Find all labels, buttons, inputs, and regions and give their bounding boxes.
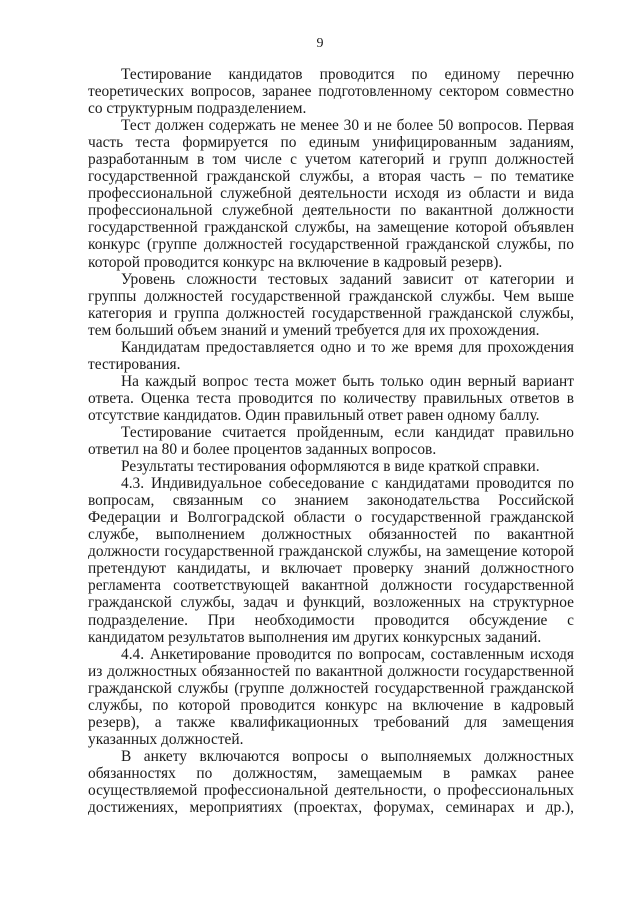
- paragraph-questionnaire-contents: В анкету включаются вопросы о выполняемых должностных обязанностях по должностям, замещаемым в рамках ранее осуществляемой профессиональной деятельности, о профессиональных достижениях, мероприятиях (проектах, форумах, семинарах и др.),: [88, 747, 574, 817]
- paragraph-interview: 4.3. Индивидуальное собеседование с кандидатами проводится по вопросам, связанным со знанием законодательства Российской Федерации и Волгоградской области о государственной гражданской службе, выполнением должностных обязанностей по вакантной должности государственной гражданской службы, на замещение которой претендуют кандидаты, и включает проверку знаний должностного регламента соответствующей вакантной должности государственной гражданской службы, задач и функций, возложенных на структурное подразделение. При необходимости проводится обсуждение с кандидатом результатов выполнения им других конкурсных заданий.: [88, 475, 574, 646]
- paragraph-questionnaire: 4.4. Анкетирование проводится по вопросам, составленным исходя из должностных обязанностей по вакантной должности государственной гражданской службы (группе должностей государственной гражданской службы, по которой проводится конкурс на включение в кадровый резерв), а также квалификационных требований для замещения указанных должностей.: [88, 645, 574, 748]
- paragraph-pass-threshold: Тестирование считается пройденным, если кандидат правильно ответил на 80 и более процентов заданных вопросов.: [88, 423, 574, 459]
- paragraph-test-structure: Тест должен содержать не менее 30 и не более 50 вопросов. Первая часть теста формируется по единым унифицированным заданиям, разработанным в том числе с учетом категорий и групп должностей государственной гражданской службы, а вторая часть – по тематике профессиональной служебной деятельности исходя из области и вида профессиональной служебной деятельности по вакантной должности государственной гражданской службы, на замещение которой объявлен конкурс (группе должностей государственной гражданской службы, по которой проводится конкурс на включение в кадровый резерв).: [88, 117, 574, 271]
- paragraph-difficulty-level: Уровень сложности тестовых заданий зависит от категории и группы должностей государственной гражданской службы. Чем выше категория и группа должностей государственной гражданской службы, тем больший объем знаний и умений требуется для их прохождения.: [88, 270, 574, 339]
- paragraph-results-note: Результаты тестирования оформляются в виде краткой справки.: [121, 458, 540, 476]
- paragraph-answer-scoring: На каждый вопрос теста может быть только один верный вариант ответа. Оценка теста проводится по количеству правильных ответов в отсутствие кандидатов. Один правильный ответ равен одному баллу.: [88, 372, 574, 424]
- paragraph-testing-list: Тестирование кандидатов проводится по единому перечню теоретических вопросов, заранее подготовленному сектором совместно со структурным подразделением.: [88, 66, 574, 118]
- paragraph-equal-time: Кандидатам предоставляется одно и то же время для прохождения тестирования.: [88, 338, 574, 373]
- document-body: [88, 66, 574, 816]
- page-number: 9: [316, 36, 324, 51]
